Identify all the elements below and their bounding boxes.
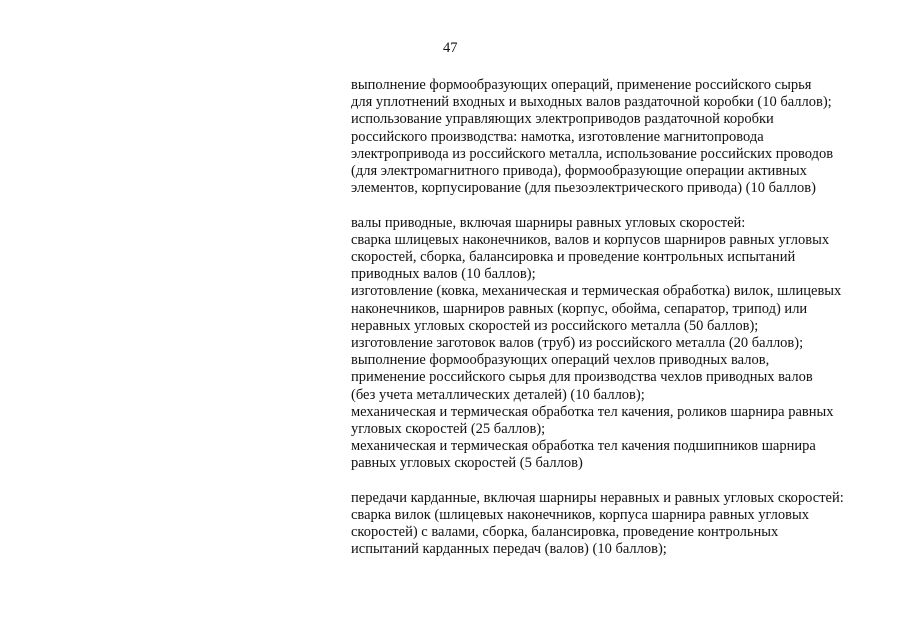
text-line: выполнение формообразующих операций, применение российского сырья	[351, 77, 812, 93]
text-line: использование управляющих электроприводов раздаточной коробки	[351, 111, 774, 128]
text-line: угловых скоростей (25 баллов);	[351, 421, 546, 438]
text-line: приводных валов (10 баллов);	[351, 266, 536, 283]
paragraph-2	[351, 215, 896, 473]
page-number: 47	[443, 40, 458, 56]
text-line: элементов, корпусирование (для пьезоэлектрического привода) (10 баллов)	[351, 180, 816, 197]
text-line: механическая и термическая обработка тел качения, роликов шарнира равных	[351, 403, 834, 420]
text-line: (для электромагнитного привода), формообразующие операции активных	[351, 163, 807, 180]
text-line: сварка вилок (шлицевых наконечников, корпуса шарнира равных угловых	[351, 507, 809, 524]
text-line: изготовление (ковка, механическая и термическая обработка) вилок, шлицевых	[351, 283, 842, 300]
paragraph-3	[351, 490, 896, 559]
text-line: скоростей, сборка, балансировка и проведение контрольных испытаний	[351, 249, 796, 266]
text-line: российского производства: намотка, изготовление магнитопровода	[351, 128, 764, 145]
text-line: скоростей) с валами, сборка, балансировка, проведение контрольных	[351, 524, 779, 541]
text-line: неравных угловых скоростей из российского металла (50 баллов);	[351, 317, 759, 334]
text-line: механическая и термическая обработка тел качения подшипников шарнира	[351, 438, 816, 455]
text-line: электропривода из российского металла, использование российских проводов	[351, 145, 834, 162]
paragraph-1	[351, 77, 896, 197]
text-line: равных угловых скоростей (5 баллов)	[351, 455, 583, 472]
text-line: сварка шлицевых наконечников, валов и корпусов шарниров равных угловых	[351, 231, 830, 248]
text-line: применение российского сырья для производства чехлов приводных валов	[351, 369, 813, 386]
text-line: валы приводные, включая шарниры равных угловых скоростей:	[351, 214, 746, 231]
text-line: изготовление заготовок валов (труб) из российского металла (20 баллов);	[351, 335, 804, 352]
text-line: наконечников, шарниров равных (корпус, обойма, сепаратор, трипод) или	[351, 300, 808, 317]
text-line: для уплотнений входных и выходных валов раздаточной коробки (10 баллов);	[351, 94, 832, 111]
document-body	[351, 77, 896, 559]
text-line: передачи карданные, включая шарниры неравных и равных угловых скоростей:	[351, 489, 844, 506]
text-line: (без учета металлических деталей) (10 баллов);	[351, 386, 645, 403]
text-line: испытаний карданных передач (валов) (10 баллов);	[351, 541, 667, 558]
text-line: выполнение формообразующих операций чехлов приводных валов,	[351, 352, 770, 369]
